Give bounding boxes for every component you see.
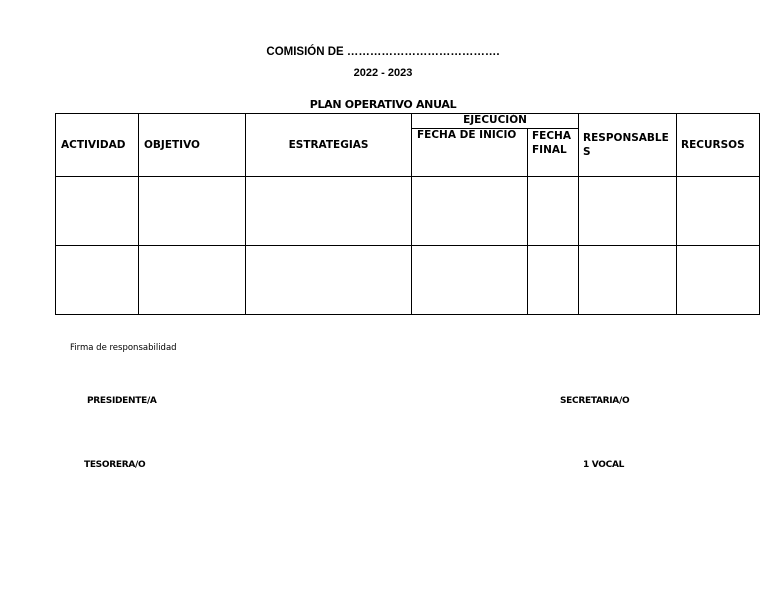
- table-cell[interactable]: [139, 246, 246, 315]
- header-actividad: ACTIVIDAD: [56, 114, 139, 177]
- header-responsables: RESPONSABLES: [579, 114, 677, 177]
- signature-tesorera: TESORERA/O: [84, 460, 146, 470]
- header-recursos: RECURSOS: [677, 114, 760, 177]
- operational-plan-table: [55, 113, 760, 315]
- table-cell[interactable]: [579, 246, 677, 315]
- signature-presidente: PRESIDENTE/A: [87, 396, 157, 406]
- table-cell[interactable]: [677, 177, 760, 246]
- signature-secretaria: SECRETARIA/O: [560, 396, 630, 406]
- table-cell[interactable]: [412, 177, 528, 246]
- table-cell[interactable]: [677, 246, 760, 315]
- header-objetivo: OBJETIVO: [139, 114, 246, 177]
- table-cell[interactable]: [528, 177, 579, 246]
- commission-title: COMISIÓN DE ………………………………….: [266, 46, 500, 58]
- period-years: 2022 - 2023: [353, 67, 413, 79]
- table-cell[interactable]: [56, 246, 139, 315]
- table-cell[interactable]: [246, 246, 412, 315]
- table-row: [56, 246, 760, 315]
- table-cell[interactable]: [246, 177, 412, 246]
- table-cell[interactable]: [579, 177, 677, 246]
- header-fecha-inicio: FECHA DE INICIO: [412, 129, 528, 177]
- plan-title: PLAN OPERATIVO ANUAL: [309, 98, 457, 111]
- table-row: [56, 177, 760, 246]
- table-cell[interactable]: [528, 246, 579, 315]
- header-ejecucion: EJECUCIÓN: [412, 114, 579, 129]
- table-cell[interactable]: [56, 177, 139, 246]
- table-cell[interactable]: [139, 177, 246, 246]
- signature-caption: Firma de responsabilidad: [70, 343, 177, 353]
- table-cell[interactable]: [412, 246, 528, 315]
- header-estrategias: ESTRATEGIAS: [246, 114, 412, 177]
- signature-vocal: 1 VOCAL: [583, 460, 625, 470]
- header-fecha-final: FECHA FINAL: [528, 129, 579, 177]
